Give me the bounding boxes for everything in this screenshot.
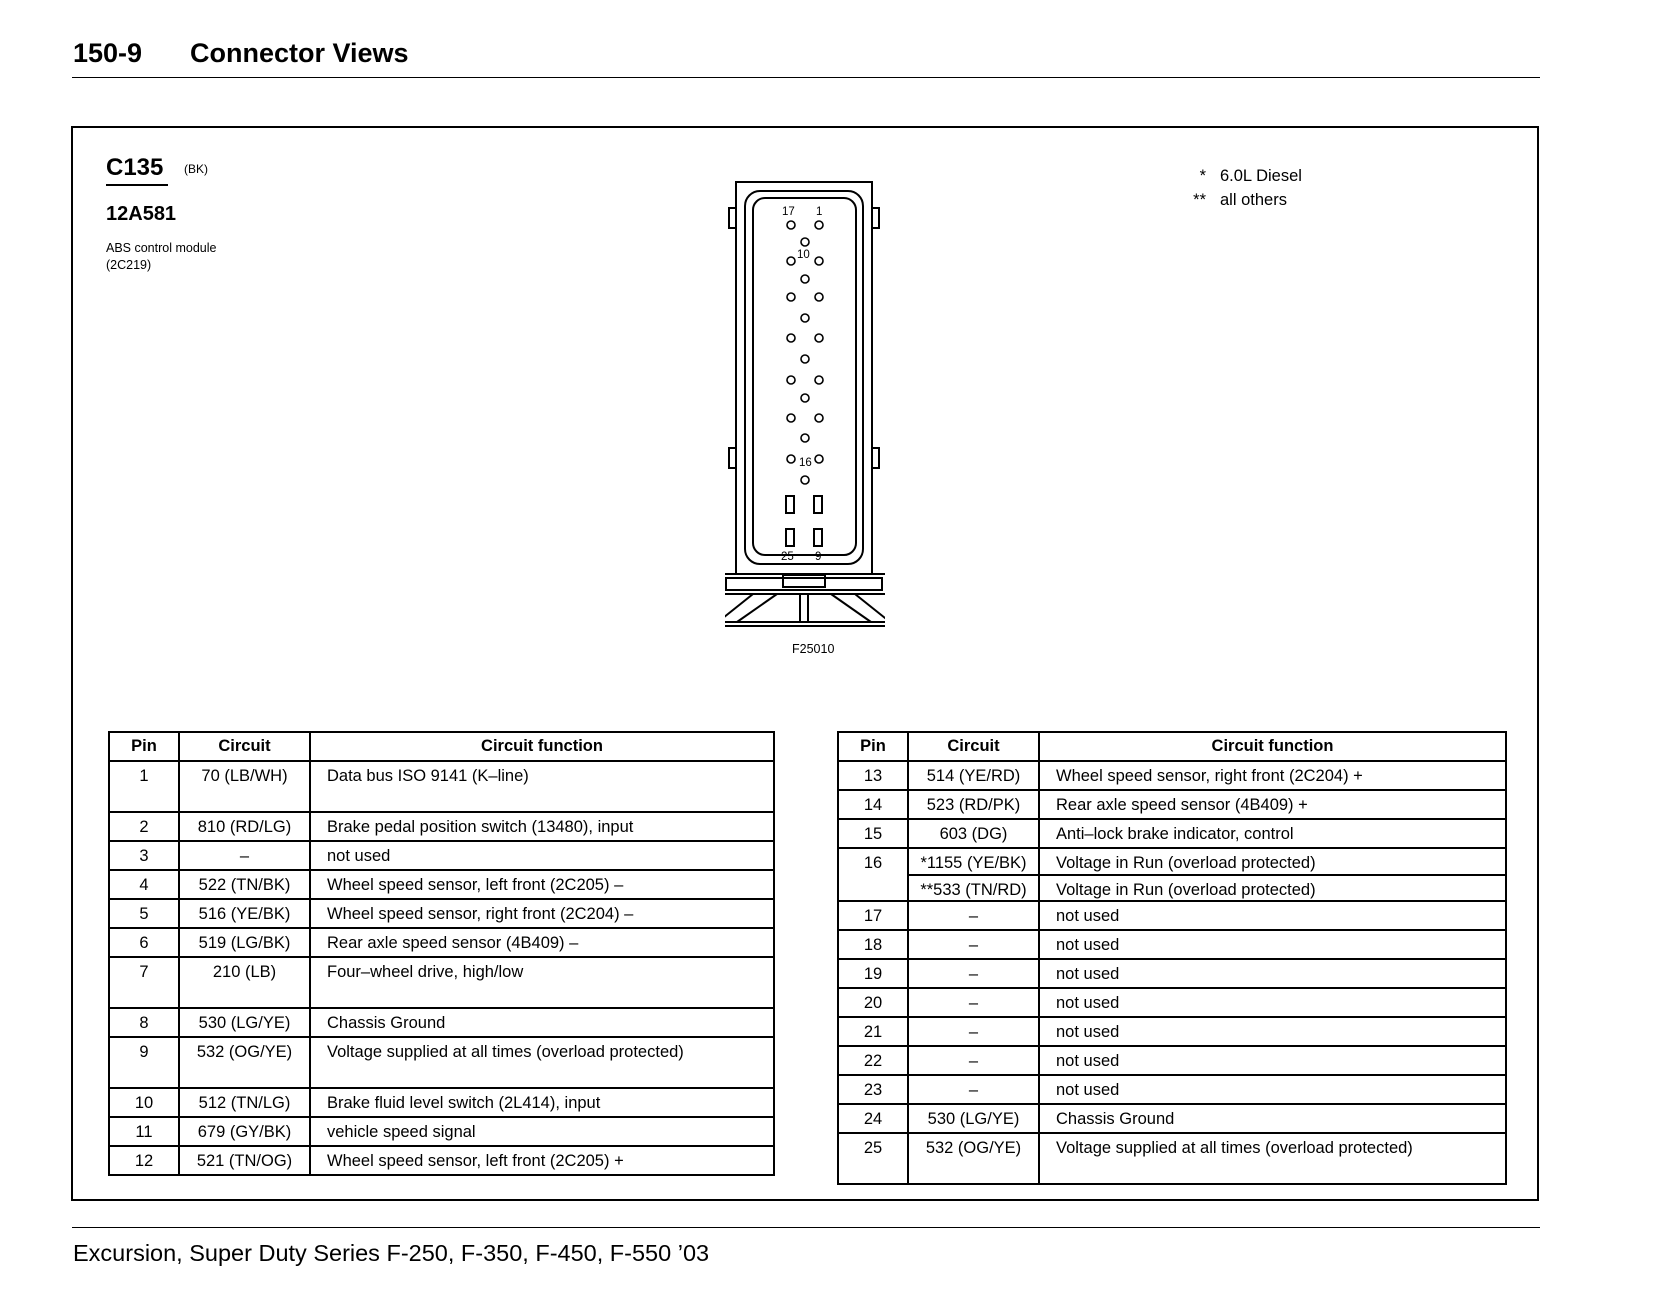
table-row — [109, 899, 774, 928]
latch-tab — [729, 448, 736, 468]
table-row — [838, 819, 1506, 848]
pin-cell: 7 — [109, 957, 179, 1008]
table-row — [109, 1117, 774, 1146]
pin-cell: 20 — [838, 988, 908, 1017]
latch-tab — [872, 208, 879, 228]
pin-hole — [787, 334, 795, 342]
function-cell: Voltage in Run (overload protected) — [1039, 848, 1506, 875]
table-header-row — [109, 732, 774, 761]
pin-hole — [801, 314, 809, 322]
connector-id: C135 — [106, 154, 164, 181]
page-footer: Excursion, Super Duty Series F-250, F-350, F-450, F-550 ’03 — [73, 1240, 710, 1266]
circuit-cell: – — [908, 930, 1039, 959]
circuit-cell: 512 (TN/LG) — [179, 1088, 310, 1117]
pin-cell: 11 — [109, 1117, 179, 1146]
function-cell: Wheel speed sensor, left front (2C205) – — [310, 870, 774, 899]
connector-face-diagram — [725, 180, 885, 658]
part-number: 12A581 — [106, 203, 177, 225]
function-cell: Wheel speed sensor, right front (2C204) + — [1039, 761, 1506, 790]
table-row — [109, 1088, 774, 1117]
function-cell: not used — [1039, 901, 1506, 930]
circuit-cell: – — [179, 841, 310, 870]
table-row — [109, 957, 774, 1008]
function-cell: Brake pedal position switch (13480), input — [310, 812, 774, 841]
latch-tab — [729, 208, 736, 228]
function-cell: Brake fluid level switch (2L414), input — [310, 1088, 774, 1117]
circuit-cell: 530 (LG/YE) — [908, 1104, 1039, 1133]
function-cell: vehicle speed signal — [310, 1117, 774, 1146]
pin-cell: 3 — [109, 841, 179, 870]
circuit-cell: 521 (TN/OG) — [179, 1146, 310, 1175]
pin-cell: 15 — [838, 819, 908, 848]
connector-inner-shell — [745, 191, 863, 564]
pin-hole — [787, 293, 795, 301]
circuit-cell: – — [908, 959, 1039, 988]
function-cell: Voltage supplied at all times (overload protected) — [1039, 1133, 1506, 1184]
pin-hole — [801, 275, 809, 283]
pin-cell: 18 — [838, 930, 908, 959]
col-header-function: Circuit function — [310, 732, 774, 761]
connector-base-inner — [726, 578, 882, 590]
function-cell: not used — [1039, 1046, 1506, 1075]
circuit-cell: – — [908, 1046, 1039, 1075]
table-row — [838, 848, 1506, 875]
table-row — [109, 928, 774, 957]
pin-cell: 2 — [109, 812, 179, 841]
function-cell: not used — [1039, 1075, 1506, 1104]
pin-cell: 9 — [109, 1037, 179, 1088]
table-row — [838, 901, 1506, 930]
table-row — [109, 841, 774, 870]
pin-cell: 24 — [838, 1104, 908, 1133]
table-row — [838, 1017, 1506, 1046]
pin-label-1: 1 — [816, 206, 823, 218]
pin-hole — [801, 394, 809, 402]
pin-hole — [815, 221, 823, 229]
col-header-function: Circuit function — [1039, 732, 1506, 761]
table-row — [109, 870, 774, 899]
function-cell: Rear axle speed sensor (4B409) – — [310, 928, 774, 957]
header-rule — [72, 77, 1540, 78]
function-cell: not used — [1039, 988, 1506, 1017]
table-row — [838, 1133, 1506, 1184]
pin-label-9: 9 — [815, 551, 822, 563]
function-cell: Wheel speed sensor, left front (2C205) + — [310, 1146, 774, 1175]
pin-cell: 6 — [109, 928, 179, 957]
circuit-cell: 70 (LB/WH) — [179, 761, 310, 812]
power-pin-slot — [814, 496, 822, 513]
circuit-cell: 516 (YE/BK) — [179, 899, 310, 928]
pin-cell: 17 — [838, 901, 908, 930]
function-cell: not used — [1039, 1017, 1506, 1046]
table-row — [838, 930, 1506, 959]
table-row — [838, 1075, 1506, 1104]
pin-cell: 12 — [109, 1146, 179, 1175]
power-pin-slot — [786, 529, 794, 546]
circuit-cell: *1155 (YE/BK) — [908, 848, 1039, 875]
circuit-cell: 523 (RD/PK) — [908, 790, 1039, 819]
table-row — [838, 790, 1506, 819]
function-cell: Rear axle speed sensor (4B409) + — [1039, 790, 1506, 819]
table-row — [109, 812, 774, 841]
component-location: (2C219) — [106, 258, 152, 272]
pin-cell: 1 — [109, 761, 179, 812]
pin-cell: 8 — [109, 1008, 179, 1037]
pin-cell: 14 — [838, 790, 908, 819]
function-cell: Voltage in Run (overload protected) — [1039, 875, 1506, 901]
circuit-cell: 522 (TN/BK) — [179, 870, 310, 899]
pin-label-16: 16 — [799, 457, 812, 469]
function-cell: Chassis Ground — [310, 1008, 774, 1037]
pin-hole — [815, 293, 823, 301]
col-header-pin: Pin — [109, 732, 179, 761]
component-name: ABS control module — [106, 241, 217, 255]
pin-cell: 13 — [838, 761, 908, 790]
notes — [1193, 167, 1302, 215]
pin-label-10: 10 — [797, 249, 810, 261]
section-number: 150-9 — [73, 38, 143, 68]
pin-cell — [838, 875, 908, 901]
pin-cell: 21 — [838, 1017, 908, 1046]
function-cell: not used — [1039, 959, 1506, 988]
circuit-cell: **533 (TN/RD) — [908, 875, 1039, 901]
connector-color: (BK) — [184, 162, 208, 176]
pin-cell: 4 — [109, 870, 179, 899]
table-row — [109, 1008, 774, 1037]
pin-cell: 25 — [838, 1133, 908, 1184]
power-pin-slot — [814, 529, 822, 546]
pin-hole — [801, 476, 809, 484]
component-description — [106, 240, 216, 274]
note-mark: ** — [1193, 191, 1206, 209]
circuit-cell: – — [908, 988, 1039, 1017]
pin-hole — [815, 334, 823, 342]
page-title: Connector Views — [190, 38, 409, 68]
pin-hole — [787, 257, 795, 265]
pin-cell: 5 — [109, 899, 179, 928]
pin-hole — [787, 414, 795, 422]
pin-cell: 10 — [109, 1088, 179, 1117]
table-row — [838, 959, 1506, 988]
table-header-row — [838, 732, 1506, 761]
footer-rule — [72, 1227, 1540, 1228]
circuit-cell: 530 (LG/YE) — [179, 1008, 310, 1037]
note-mark: * — [1199, 167, 1206, 185]
figure-id: F25010 — [792, 642, 835, 656]
pin-hole — [815, 257, 823, 265]
note-text: all others — [1220, 191, 1287, 209]
pin-hole — [815, 414, 823, 422]
table-row — [838, 988, 1506, 1017]
col-header-circuit: Circuit — [908, 732, 1039, 761]
function-cell: Chassis Ground — [1039, 1104, 1506, 1133]
function-cell: Anti–lock brake indicator, control — [1039, 819, 1506, 848]
pin-hole — [787, 455, 795, 463]
pin-table-right — [837, 731, 1507, 1185]
pin-hole — [801, 355, 809, 363]
page-header — [73, 38, 409, 69]
circuit-cell: 514 (YE/RD) — [908, 761, 1039, 790]
circuit-cell: – — [908, 901, 1039, 930]
pin-table-left — [108, 731, 775, 1176]
pin-cell: 23 — [838, 1075, 908, 1104]
pin-hole — [801, 238, 809, 246]
pin-label-25: 25 — [781, 551, 794, 563]
table-row — [109, 1146, 774, 1175]
table-row — [838, 1046, 1506, 1075]
pin-cell: 22 — [838, 1046, 908, 1075]
pin-cell: 19 — [838, 959, 908, 988]
circuit-cell: 603 (DG) — [908, 819, 1039, 848]
connector-id-underline — [106, 184, 168, 186]
circuit-cell: 532 (OG/YE) — [179, 1037, 310, 1088]
function-cell: not used — [310, 841, 774, 870]
pin-hole — [801, 434, 809, 442]
pin-label-17: 17 — [782, 206, 795, 218]
col-header-pin: Pin — [838, 732, 908, 761]
function-cell: Voltage supplied at all times (overload protected) — [310, 1037, 774, 1088]
circuit-cell: 679 (GY/BK) — [179, 1117, 310, 1146]
circuit-cell: – — [908, 1017, 1039, 1046]
col-header-circuit: Circuit — [179, 732, 310, 761]
pin-hole — [787, 376, 795, 384]
circuit-cell: 519 (LG/BK) — [179, 928, 310, 957]
table-row — [838, 761, 1506, 790]
table-row — [838, 875, 1506, 901]
table-row — [109, 1037, 774, 1088]
latch-tab — [872, 448, 879, 468]
circuit-cell: 532 (OG/YE) — [908, 1133, 1039, 1184]
table-row — [109, 761, 774, 812]
function-cell: Wheel speed sensor, right front (2C204) – — [310, 899, 774, 928]
pin-hole — [815, 455, 823, 463]
note-others — [1193, 191, 1302, 215]
pin-hole — [787, 221, 795, 229]
circuit-cell: 210 (LB) — [179, 957, 310, 1008]
circuit-cell: 810 (RD/LG) — [179, 812, 310, 841]
pin-hole — [815, 376, 823, 384]
circuit-cell: – — [908, 1075, 1039, 1104]
function-cell: Four–wheel drive, high/low — [310, 957, 774, 1008]
note-text: 6.0L Diesel — [1220, 167, 1302, 185]
function-cell: Data bus ISO 9141 (K–line) — [310, 761, 774, 812]
table-row — [838, 1104, 1506, 1133]
pin-cell: 16 — [838, 848, 908, 875]
function-cell: not used — [1039, 930, 1506, 959]
power-pin-slot — [786, 496, 794, 513]
note-diesel — [1199, 167, 1302, 191]
